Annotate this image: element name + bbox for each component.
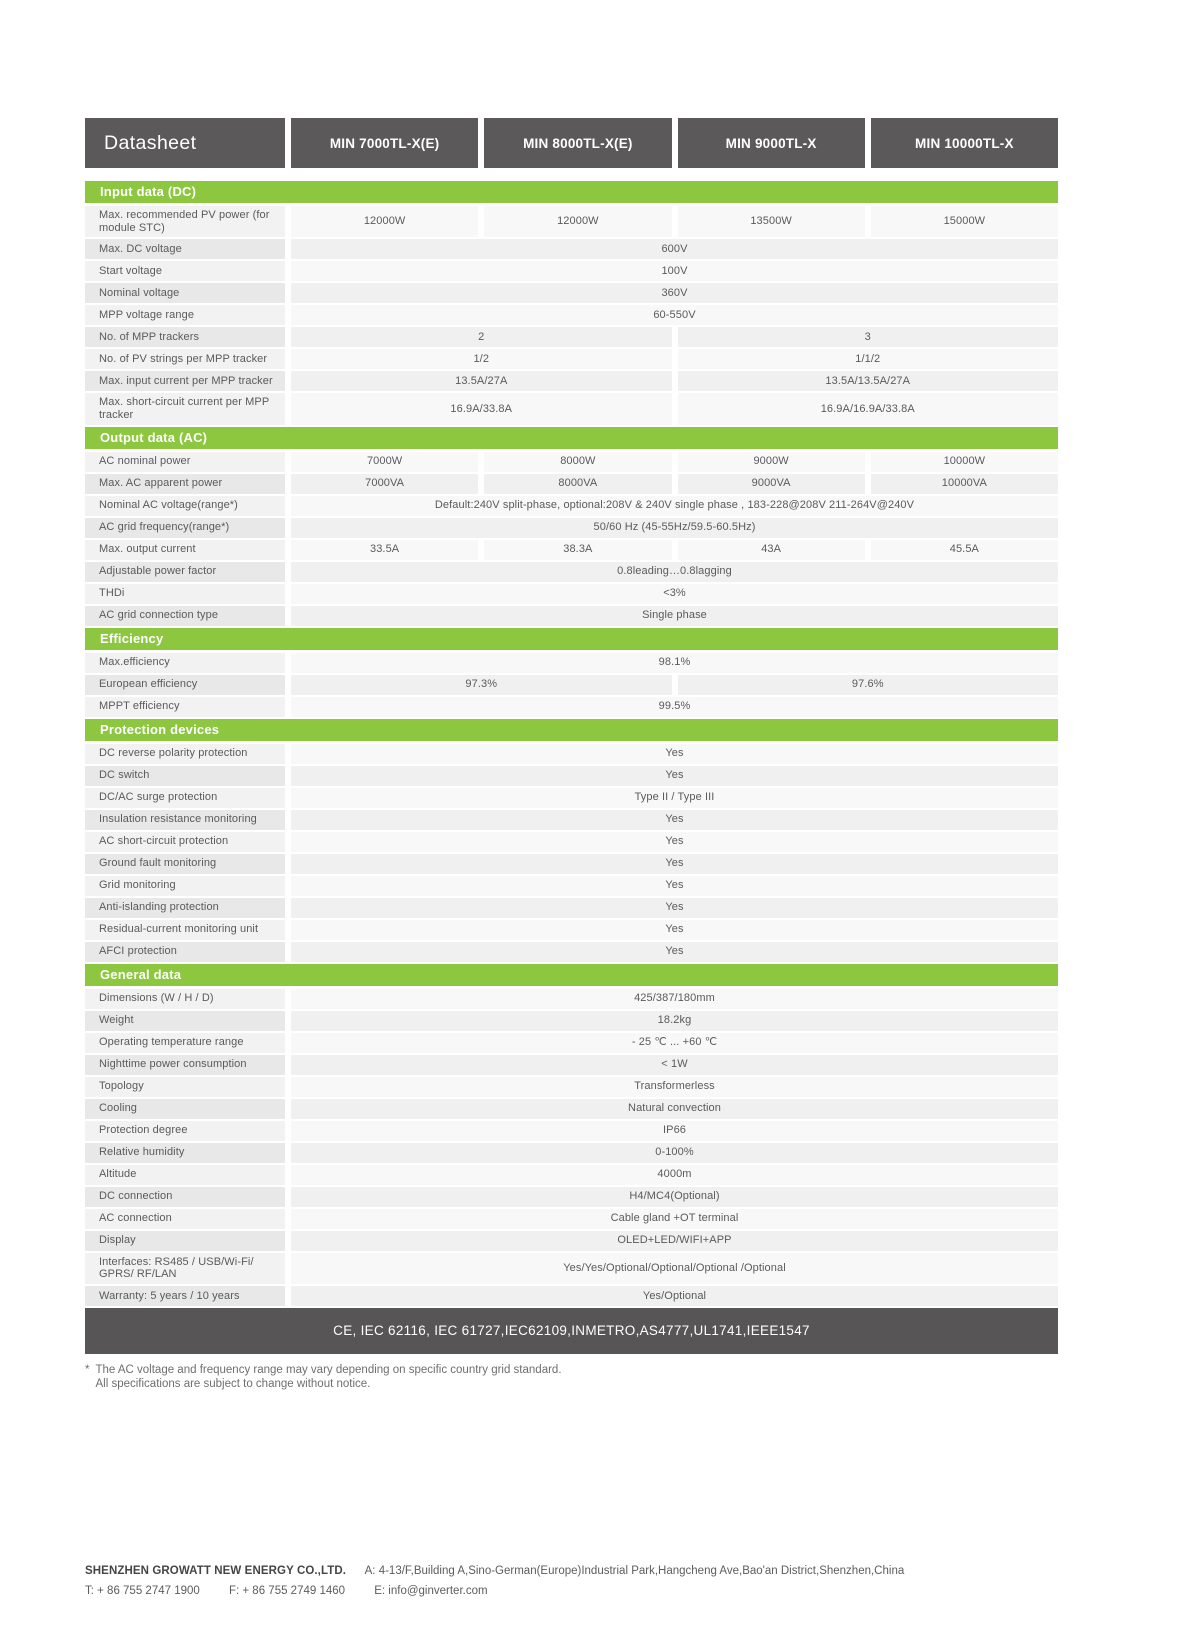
- section-header-efficiency: Efficiency: [85, 628, 1058, 650]
- spec-row-max-output-current: [85, 540, 1058, 560]
- spec-value: 0.8leading…0.8lagging: [291, 562, 1058, 582]
- spec-label: Anti-islanding protection: [85, 898, 285, 918]
- spec-value: 97.6%: [678, 675, 1059, 695]
- spec-value: 16.9A/16.9A/33.8A: [678, 393, 1059, 424]
- spec-value: 10000W: [871, 452, 1058, 472]
- company-name: SHENZHEN GROWATT NEW ENERGY CO.,LTD.: [85, 1565, 347, 1577]
- spec-value: Yes: [291, 744, 1058, 764]
- spec-row-protection-degree: [85, 1121, 1058, 1141]
- table-header: [85, 118, 1058, 168]
- footnote-line-1: The AC voltage and frequency range may vary depending on specific country grid standard.: [95, 1363, 562, 1376]
- spec-value: 7000W: [291, 452, 478, 472]
- spec-row-altitude: [85, 1165, 1058, 1185]
- spec-row-ac-nominal-power: [85, 452, 1058, 472]
- spec-label: AC connection: [85, 1209, 285, 1229]
- spec-row-ac-grid-frequency-range: [85, 518, 1058, 538]
- spec-row-ac-grid-connection-type: [85, 606, 1058, 626]
- spec-label: Residual-current monitoring unit: [85, 920, 285, 940]
- spec-row-dc-connection: [85, 1187, 1058, 1207]
- spec-label: Max. output current: [85, 540, 285, 560]
- spec-row-weight: [85, 1011, 1058, 1031]
- spec-value: 600V: [291, 239, 1058, 259]
- spec-value: 16.9A/33.8A: [291, 393, 672, 424]
- section-header-general-data: General data: [85, 964, 1058, 986]
- spec-value: 38.3A: [484, 540, 671, 560]
- spec-label: Adjustable power factor: [85, 562, 285, 582]
- spec-value: Cable gland +OT terminal: [291, 1209, 1058, 1229]
- spec-row-mppt-efficiency: [85, 697, 1058, 717]
- certifications-bar: CE, IEC 62116, IEC 61727,IEC62109,INMETRO,AS4777,UL1741,IEEE1547: [85, 1308, 1058, 1354]
- spec-label: MPPT efficiency: [85, 697, 285, 717]
- spec-value: 4000m: [291, 1165, 1058, 1185]
- spec-row-max-recommended-pv-power-for-module-stc: [85, 206, 1058, 237]
- spec-row-no-of-pv-strings-per-mpp-tracker: [85, 349, 1058, 369]
- spec-row-dc-reverse-polarity-protection: [85, 744, 1058, 764]
- spec-value: 60-550V: [291, 305, 1058, 325]
- spec-label: Nominal AC voltage(range*): [85, 496, 285, 516]
- spec-value: 18.2kg: [291, 1011, 1058, 1031]
- spec-label: No. of PV strings per MPP tracker: [85, 349, 285, 369]
- spec-row-adjustable-power-factor: [85, 562, 1058, 582]
- spec-row-dc-switch: [85, 766, 1058, 786]
- spec-label: AC grid frequency(range*): [85, 518, 285, 538]
- spec-label: DC connection: [85, 1187, 285, 1207]
- spec-value: 1/1/2: [678, 349, 1059, 369]
- spec-value: 0-100%: [291, 1143, 1058, 1163]
- spec-row-warranty-5-years-10-years: [85, 1286, 1058, 1306]
- spec-label: Grid monitoring: [85, 876, 285, 896]
- spec-value: OLED+LED/WIFI+APP: [291, 1231, 1058, 1251]
- spec-value: Yes/Optional: [291, 1286, 1058, 1306]
- spec-row-max-input-current-per-mpp-tracker: [85, 371, 1058, 391]
- spec-row-insulation-resistance-monitoring: [85, 810, 1058, 830]
- spec-row-nominal-ac-voltage-range: [85, 496, 1058, 516]
- spec-value: Yes: [291, 920, 1058, 940]
- fax-number: F: + 86 755 2749 1460: [228, 1585, 346, 1597]
- spec-value: H4/MC4(Optional): [291, 1187, 1058, 1207]
- spec-value: 10000VA: [871, 474, 1058, 494]
- spec-value: Default:240V split-phase, optional:208V & 240V single phase , 183-228@208V 211-264V@240V: [291, 496, 1058, 516]
- spec-value: 3: [678, 327, 1059, 347]
- spec-value: 98.1%: [291, 653, 1058, 673]
- spec-value: Transformerless: [291, 1077, 1058, 1097]
- spec-label: AC nominal power: [85, 452, 285, 472]
- spec-label: Ground fault monitoring: [85, 854, 285, 874]
- spec-value: Single phase: [291, 606, 1058, 626]
- spec-label: DC/AC surge protection: [85, 788, 285, 808]
- footer-company-line: [85, 1565, 1145, 1577]
- spec-value: 45.5A: [871, 540, 1058, 560]
- spec-label: Altitude: [85, 1165, 285, 1185]
- company-address: A: 4-13/F,Building A,Sino-German(Europe)Industrial Park,Hangcheng Ave,Bao'an District,Shenzhen,China: [364, 1565, 905, 1577]
- spec-value: 425/387/180mm: [291, 989, 1058, 1009]
- model-column-header-2: MIN 8000TL-X(E): [484, 118, 671, 168]
- spec-value: Yes: [291, 810, 1058, 830]
- model-column-header-1: MIN 7000TL-X(E): [291, 118, 478, 168]
- spec-row-european-efficiency: [85, 675, 1058, 695]
- spec-row-max-short-circuit-current-per-mpp-tracke: [85, 393, 1058, 424]
- spec-label: Insulation resistance monitoring: [85, 810, 285, 830]
- spec-row-grid-monitoring: [85, 876, 1058, 896]
- spec-label: Warranty: 5 years / 10 years: [85, 1286, 285, 1306]
- spec-label: Interfaces: RS485 / USB/Wi-Fi/ GPRS/ RF/LAN: [85, 1253, 285, 1284]
- spec-value: 8000W: [484, 452, 671, 472]
- spec-label: Display: [85, 1231, 285, 1251]
- spec-value: < 1W: [291, 1055, 1058, 1075]
- footnote-line-2: All specifications are subject to change without notice.: [95, 1378, 371, 1391]
- spec-row-thdi: [85, 584, 1058, 604]
- spec-row-nighttime-power-consumption: [85, 1055, 1058, 1075]
- spec-row-topology: [85, 1077, 1058, 1097]
- spec-label: AC grid connection type: [85, 606, 285, 626]
- spec-row-cooling: [85, 1099, 1058, 1119]
- spec-row-ac-connection: [85, 1209, 1058, 1229]
- spec-row-start-voltage: [85, 261, 1058, 281]
- spec-value: 15000W: [871, 206, 1058, 237]
- spec-label: Weight: [85, 1011, 285, 1031]
- model-column-header-4: MIN 10000TL-X: [871, 118, 1058, 168]
- spec-label: European efficiency: [85, 675, 285, 695]
- spec-label: Max. input current per MPP tracker: [85, 371, 285, 391]
- footer-contact-line: [85, 1585, 1145, 1597]
- spec-label: DC reverse polarity protection: [85, 744, 285, 764]
- spec-sections: [85, 181, 1058, 1306]
- spec-value: Yes: [291, 876, 1058, 896]
- spec-value: 99.5%: [291, 697, 1058, 717]
- spec-label: DC switch: [85, 766, 285, 786]
- footnote: [85, 1363, 1058, 1392]
- spec-value: 13.5A/27A: [291, 371, 672, 391]
- phone-number: T: + 86 755 2747 1900: [85, 1585, 200, 1597]
- spec-value: Yes/Yes/Optional/Optional/Optional /Optional: [291, 1253, 1058, 1284]
- spec-value: 100V: [291, 261, 1058, 281]
- section-header-output-data-ac: Output data (AC): [85, 427, 1058, 449]
- spec-value: - 25 ℃ ... +60 ℃: [291, 1033, 1058, 1053]
- spec-value: Yes: [291, 832, 1058, 852]
- spec-label: Topology: [85, 1077, 285, 1097]
- section-header-protection-devices: Protection devices: [85, 719, 1058, 741]
- spec-value: Natural convection: [291, 1099, 1058, 1119]
- spec-value: 97.3%: [291, 675, 672, 695]
- datasheet-table: [85, 118, 1058, 1392]
- spec-row-operating-temperature-range: [85, 1033, 1058, 1053]
- spec-value: 12000W: [291, 206, 478, 237]
- spec-label: Max. short-circuit current per MPP tracker: [85, 393, 285, 424]
- spec-row-anti-islanding-protection: [85, 898, 1058, 918]
- spec-row-relative-humidity: [85, 1143, 1058, 1163]
- spec-row-max-dc-voltage: [85, 239, 1058, 259]
- spec-label: Max.efficiency: [85, 653, 285, 673]
- spec-row-afci-protection: [85, 942, 1058, 962]
- spec-label: Max. AC apparent power: [85, 474, 285, 494]
- spec-label: Nighttime power consumption: [85, 1055, 285, 1075]
- spec-row-no-of-mpp-trackers: [85, 327, 1058, 347]
- spec-label: Max. DC voltage: [85, 239, 285, 259]
- model-column-header-3: MIN 9000TL-X: [678, 118, 865, 168]
- spec-row-mpp-voltage-range: [85, 305, 1058, 325]
- datasheet-title: Datasheet: [85, 118, 285, 168]
- spec-row-max-ac-apparent-power: [85, 474, 1058, 494]
- spec-value: Yes: [291, 766, 1058, 786]
- spec-row-residual-current-monitoring-unit: [85, 920, 1058, 940]
- spec-value: 43A: [678, 540, 865, 560]
- footnote-asterisk: *: [85, 1363, 90, 1376]
- spec-value: Yes: [291, 942, 1058, 962]
- spec-value: <3%: [291, 584, 1058, 604]
- spec-value: Yes: [291, 898, 1058, 918]
- spec-value: 33.5A: [291, 540, 478, 560]
- spec-value: 9000VA: [678, 474, 865, 494]
- spec-value: 7000VA: [291, 474, 478, 494]
- spec-value: 13.5A/13.5A/27A: [678, 371, 1059, 391]
- spec-row-ac-short-circuit-protection: [85, 832, 1058, 852]
- spec-row-dimensions-w-h-d: [85, 989, 1058, 1009]
- section-header-input-data-dc: Input data (DC): [85, 181, 1058, 203]
- spec-value: 12000W: [484, 206, 671, 237]
- spec-value: 13500W: [678, 206, 865, 237]
- spec-label: Dimensions (W / H / D): [85, 989, 285, 1009]
- spec-value: 50/60 Hz (45-55Hz/59.5-60.5Hz): [291, 518, 1058, 538]
- spec-label: AFCI protection: [85, 942, 285, 962]
- spec-value: 9000W: [678, 452, 865, 472]
- spec-row-nominal-voltage: [85, 283, 1058, 303]
- spec-label: Operating temperature range: [85, 1033, 285, 1053]
- spec-label: Nominal voltage: [85, 283, 285, 303]
- spec-value: Yes: [291, 854, 1058, 874]
- spec-value: Type II / Type III: [291, 788, 1058, 808]
- spec-value: 8000VA: [484, 474, 671, 494]
- spec-label: No. of MPP trackers: [85, 327, 285, 347]
- spec-row-display: [85, 1231, 1058, 1251]
- spec-label: THDi: [85, 584, 285, 604]
- spec-label: Max. recommended PV power (for module STC): [85, 206, 285, 237]
- spec-row-max-efficiency: [85, 653, 1058, 673]
- spec-row-interfaces-rs485-usb-wi-fi-gprs-rf-lan: [85, 1253, 1058, 1284]
- spec-value: 2: [291, 327, 672, 347]
- spec-label: MPP voltage range: [85, 305, 285, 325]
- page-footer: [85, 1565, 1145, 1605]
- spec-label: AC short-circuit protection: [85, 832, 285, 852]
- spec-row-ground-fault-monitoring: [85, 854, 1058, 874]
- spec-value: 1/2: [291, 349, 672, 369]
- email-address: E: info@ginverter.com: [374, 1585, 488, 1597]
- spec-row-dc-ac-surge-protection: [85, 788, 1058, 808]
- spec-value: 360V: [291, 283, 1058, 303]
- spec-value: IP66: [291, 1121, 1058, 1141]
- spec-label: Protection degree: [85, 1121, 285, 1141]
- footnote-text: [95, 1363, 561, 1392]
- spec-label: Relative humidity: [85, 1143, 285, 1163]
- spec-label: Cooling: [85, 1099, 285, 1119]
- spec-label: Start voltage: [85, 261, 285, 281]
